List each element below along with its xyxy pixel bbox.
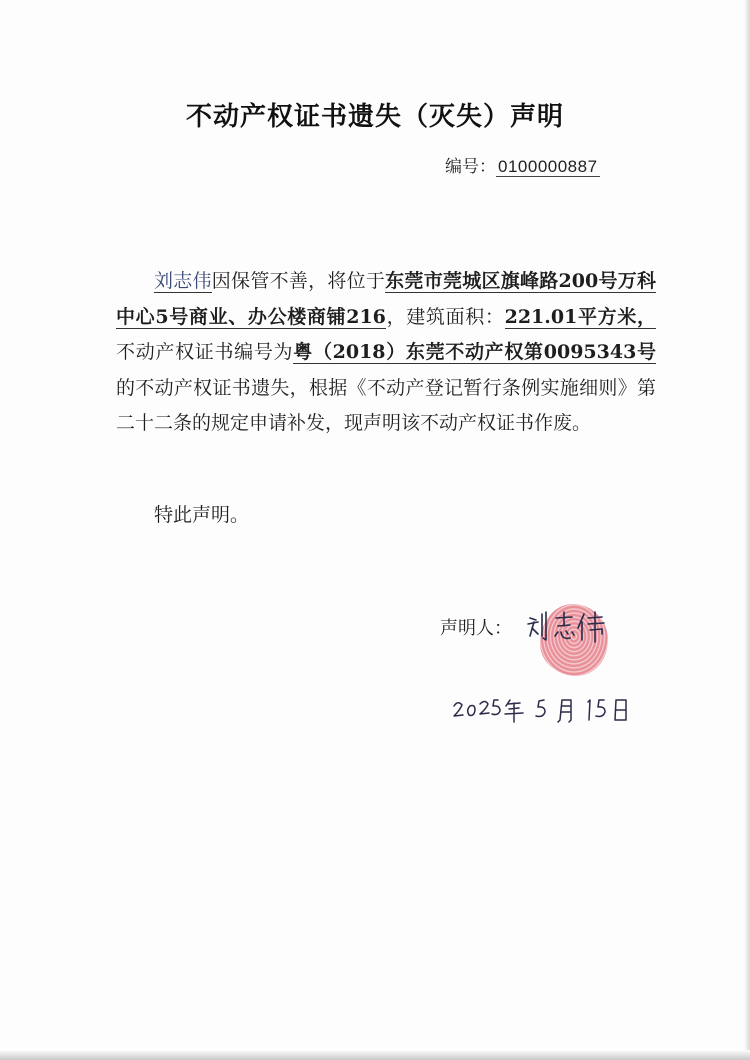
- declarant-label: 声明人：: [440, 618, 512, 639]
- document-title: 不动产权证书遗失（灭失）声明: [185, 102, 564, 132]
- certificate-number: 粤（2018）东莞不动产权第0095343号: [293, 341, 656, 363]
- paragraph-part-3: 不动产权证书编号为: [116, 341, 294, 363]
- paragraph-part-1: 因保管不善，将位于: [211, 270, 386, 292]
- scan-edge-right: [744, 0, 750, 1060]
- handwritten-signature: [522, 606, 622, 646]
- property-address: 东莞市莞城区旗峰路200号万科中心5号商业、办公楼商铺216: [116, 270, 656, 328]
- scan-edge-bottom: [0, 1050, 750, 1060]
- paragraph-part-4: 的不动产权证书遗失，根据《不动产登记暂行条例实施细则》第二十二条的规定申请补发，现声明该不动产权证书作废。: [116, 376, 656, 434]
- paragraph-part-2: ，建筑面积：: [385, 305, 505, 328]
- statement-paragraph: [116, 264, 656, 442]
- number-label: 编号：: [445, 157, 496, 177]
- building-area: 221.01平方米，: [504, 305, 656, 328]
- handwritten-date: [450, 694, 640, 726]
- owner-name: 刘志伟: [154, 270, 212, 292]
- closing-statement: 特此声明。: [154, 504, 250, 526]
- document-number-line: [445, 152, 600, 177]
- number-value: 0100000887: [498, 157, 598, 176]
